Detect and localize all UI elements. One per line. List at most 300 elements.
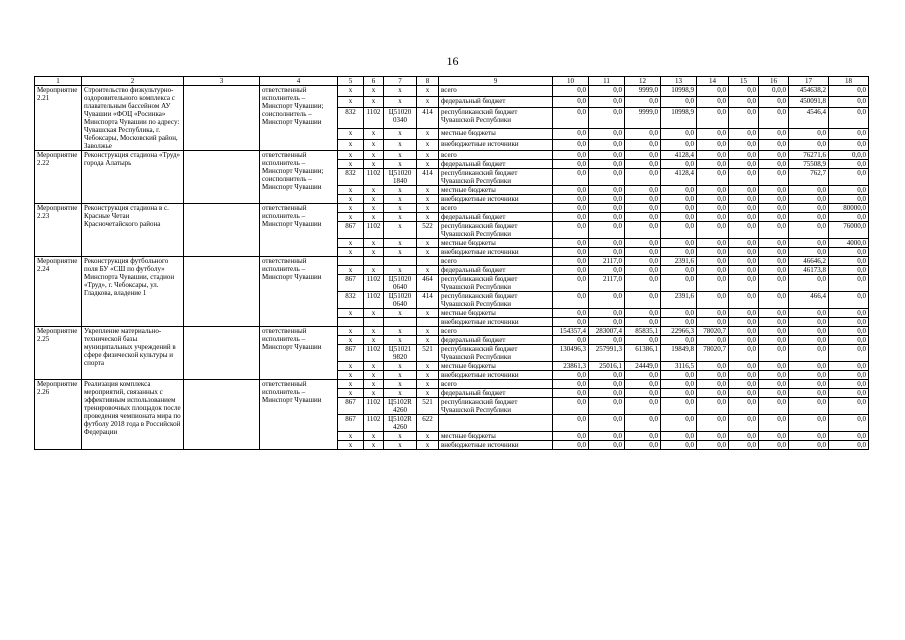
amount-cell: 0,0: [661, 204, 697, 213]
amount-cell: 0,0: [553, 169, 589, 186]
amount-cell: 0,0: [759, 371, 789, 380]
funding-source: всего: [439, 204, 553, 213]
table-row: [35, 204, 869, 213]
amount-cell: 0,0: [697, 86, 729, 97]
code-c6: x: [364, 336, 384, 345]
amount-cell: 0,0: [729, 318, 759, 327]
amount-cell: 0,0: [625, 371, 661, 380]
code-c8: x: [417, 336, 439, 345]
executor: ответственный исполнитель – Минспорт Чувашии: [260, 327, 338, 380]
code-c6: x: [364, 380, 384, 389]
event-name: Реконструкция стадиона в с. Красные Четаи Красночетайского района: [82, 204, 184, 257]
column-number: 11: [589, 77, 625, 86]
amount-cell: 0,0: [661, 239, 697, 248]
amount-cell: 0,0: [625, 432, 661, 441]
amount-cell: 0,0: [625, 275, 661, 292]
amount-cell: 0,0: [589, 266, 625, 275]
code-c5: x: [338, 371, 364, 380]
amount-cell: 0,0: [589, 195, 625, 204]
amount-cell: 0,0: [697, 275, 729, 292]
code-c5: 832: [338, 169, 364, 186]
amount-cell: 4128,4: [661, 169, 697, 186]
funding-source: всего: [439, 380, 553, 389]
code-c8: x: [417, 309, 439, 318]
amount-cell: 78020,7: [697, 327, 729, 336]
code-c6: 1102: [364, 108, 384, 129]
code-c7: Ц5102R 4260: [384, 415, 417, 432]
amount-cell: 0,0: [553, 128, 589, 139]
code-c6: x: [364, 139, 384, 150]
code-c6: 1102: [364, 345, 384, 362]
amount-cell: 0,0: [589, 128, 625, 139]
amount-cell: 0,0: [661, 160, 697, 169]
column-number: 6: [364, 77, 384, 86]
code-c7: Ц51020 1840: [384, 169, 417, 186]
amount-cell: 0,0: [625, 318, 661, 327]
code-c7: x: [384, 266, 417, 275]
amount-cell: 0,0: [697, 415, 729, 432]
code-c5: 867: [338, 345, 364, 362]
code-c7: Ц51020 0640: [384, 275, 417, 292]
amount-cell: 0,0: [789, 432, 829, 441]
event-name: Реконструкция футбольного поля БУ «СШ по футболу» Минспорта Чувашии, стадион «Труд», г. Чебоксары, ул. Гладкова, владение 1: [82, 257, 184, 327]
code-c7: x: [384, 389, 417, 398]
amount-cell: 0,0: [697, 292, 729, 309]
amount-cell: 0,0: [697, 222, 729, 239]
amount-cell: 0,0: [789, 139, 829, 150]
amount-cell: 0,0: [697, 128, 729, 139]
amount-cell: 0,0: [729, 151, 759, 160]
amount-cell: 0,0: [589, 86, 625, 97]
amount-cell: 0,0: [553, 389, 589, 398]
amount-cell: 0,0: [697, 108, 729, 129]
amount-cell: 0,0: [553, 97, 589, 108]
amount-cell: 0,0: [589, 204, 625, 213]
code-c6: x: [364, 86, 384, 97]
amount-cell: 0,0: [661, 128, 697, 139]
code-c6: 1102: [364, 222, 384, 239]
code-c5: 867: [338, 398, 364, 415]
amount-cell: 0,0: [789, 309, 829, 318]
code-c7: x: [384, 186, 417, 195]
amount-cell: 0,0: [553, 248, 589, 257]
amount-cell: 0,0: [829, 380, 869, 389]
code-c5: x: [338, 389, 364, 398]
code-c8: x: [417, 213, 439, 222]
amount-cell: 0,0: [789, 362, 829, 371]
code-c5: x: [338, 151, 364, 160]
amount-cell: 76271,6: [789, 151, 829, 160]
amount-cell: 0,0: [829, 266, 869, 275]
budget-table: [34, 76, 869, 450]
executor: ответственный исполнитель – Минспорт Чувашии; соисполнитель – Минспорт Чувашии: [260, 151, 338, 204]
funding-source: федеральный бюджет: [439, 160, 553, 169]
code-c7: x: [384, 371, 417, 380]
code-c6: 1102: [364, 398, 384, 415]
code-c5: [338, 318, 364, 327]
funding-source: всего: [439, 86, 553, 97]
amount-cell: 61386,1: [625, 345, 661, 362]
amount-cell: 0,0: [759, 432, 789, 441]
amount-cell: 0,0: [553, 239, 589, 248]
amount-cell: 0,0: [553, 195, 589, 204]
amount-cell: 0,0: [661, 222, 697, 239]
amount-cell: 0,0: [589, 169, 625, 186]
amount-cell: 0,0: [625, 248, 661, 257]
amount-cell: 0,0: [789, 336, 829, 345]
amount-cell: 0,0: [759, 195, 789, 204]
amount-cell: 0,0: [661, 336, 697, 345]
amount-cell: 0,0: [789, 239, 829, 248]
code-c8: x: [417, 239, 439, 248]
event-name: Реализация комплекса мероприятий, связанных с эффективным использованием тренировочных площадок после проведения чемпионата мира по футболу 2018 года в Российской Федерации: [82, 380, 184, 450]
funding-source: всего: [439, 257, 553, 266]
amount-cell: 0,0: [729, 345, 759, 362]
event-id: Мероприятие 2.22: [35, 151, 82, 204]
amount-cell: 0,0: [697, 398, 729, 415]
empty-cell: [184, 204, 260, 257]
amount-cell: 0,0: [729, 398, 759, 415]
code-c8: 464: [417, 275, 439, 292]
amount-cell: 283007,4: [589, 327, 625, 336]
amount-cell: 0,0: [789, 204, 829, 213]
amount-cell: 154357,4: [553, 327, 589, 336]
amount-cell: 0,0: [729, 371, 759, 380]
amount-cell: 9999,0: [625, 108, 661, 129]
amount-cell: 0,0: [759, 415, 789, 432]
code-c8: 521: [417, 398, 439, 415]
amount-cell: 0,0: [829, 309, 869, 318]
amount-cell: 0,0: [661, 309, 697, 318]
column-number: 4: [260, 77, 338, 86]
amount-cell: 0,0: [625, 128, 661, 139]
amount-cell: 0,0: [661, 432, 697, 441]
funding-source: внебюджетные источники: [439, 318, 553, 327]
column-number: 3: [184, 77, 260, 86]
amount-cell: 0,0: [729, 362, 759, 371]
funding-source: местные бюджеты: [439, 309, 553, 318]
amount-cell: 0,0: [553, 139, 589, 150]
code-c5: x: [338, 362, 364, 371]
funding-source: федеральный бюджет: [439, 97, 553, 108]
column-number: 8: [417, 77, 439, 86]
code-c7: x: [384, 380, 417, 389]
code-c8: x: [417, 389, 439, 398]
code-c8: x: [417, 195, 439, 204]
code-c7: x: [384, 239, 417, 248]
code-c7: x: [384, 309, 417, 318]
code-c7: x: [384, 432, 417, 441]
amount-cell: 0,0: [625, 204, 661, 213]
code-c8: x: [417, 128, 439, 139]
code-c8: x: [417, 97, 439, 108]
amount-cell: 0,0: [553, 398, 589, 415]
amount-cell: 0,0: [697, 380, 729, 389]
code-c8: x: [417, 86, 439, 97]
amount-cell: 0,0: [829, 195, 869, 204]
amount-cell: 0,0: [759, 186, 789, 195]
funding-source: внебюджетные источники: [439, 248, 553, 257]
code-c5: x: [338, 213, 364, 222]
amount-cell: 0,0: [729, 336, 759, 345]
event-name: Реконструкция стадиона «Труд» города Алатырь: [82, 151, 184, 204]
amount-cell: 0,0: [625, 151, 661, 160]
amount-cell: 0,0: [589, 318, 625, 327]
amount-cell: 76000,0: [829, 222, 869, 239]
code-c7: x: [384, 97, 417, 108]
amount-cell: 19849,8: [661, 345, 697, 362]
code-c7: x: [384, 139, 417, 150]
amount-cell: 0,0: [729, 389, 759, 398]
amount-cell: 0,0: [829, 362, 869, 371]
amount-cell: 0,0: [759, 398, 789, 415]
amount-cell: 454638,2: [789, 86, 829, 97]
code-c5: 867: [338, 222, 364, 239]
funding-source: республиканский бюджет Чувашской Республики: [439, 169, 553, 186]
amount-cell: 25016,1: [589, 362, 625, 371]
amount-cell: 0,0: [729, 213, 759, 222]
funding-source: местные бюджеты: [439, 362, 553, 371]
amount-cell: 0,0: [729, 432, 759, 441]
funding-source: федеральный бюджет: [439, 389, 553, 398]
table-row: [35, 86, 869, 97]
amount-cell: 0,0: [729, 292, 759, 309]
funding-source: республиканский бюджет Чувашской Республики: [439, 292, 553, 309]
amount-cell: 0,0: [625, 139, 661, 150]
amount-cell: 0,0: [589, 160, 625, 169]
amount-cell: 4546,4: [789, 108, 829, 129]
amount-cell: 0,0: [589, 292, 625, 309]
code-c7: [384, 257, 417, 266]
amount-cell: 0,0: [759, 160, 789, 169]
amount-cell: 0,0: [789, 441, 829, 450]
amount-cell: 0,0: [789, 345, 829, 362]
code-c6: x: [364, 128, 384, 139]
amount-cell: 0,0: [661, 415, 697, 432]
amount-cell: 0,0: [829, 86, 869, 97]
amount-cell: 0,0: [697, 266, 729, 275]
amount-cell: 10998,9: [661, 108, 697, 129]
amount-cell: 0,0: [553, 266, 589, 275]
code-c6: x: [364, 309, 384, 318]
amount-cell: 0,0: [589, 108, 625, 129]
code-c5: x: [338, 336, 364, 345]
amount-cell: 0,0: [553, 108, 589, 129]
amount-cell: 0,0: [697, 432, 729, 441]
column-number: 12: [625, 77, 661, 86]
amount-cell: 0,0,0: [759, 86, 789, 97]
amount-cell: 0,0: [625, 213, 661, 222]
amount-cell: 80000,0: [829, 204, 869, 213]
funding-source: местные бюджеты: [439, 128, 553, 139]
event-id: Мероприятие 2.25: [35, 327, 82, 380]
amount-cell: 0,0: [789, 389, 829, 398]
amount-cell: 0,0: [789, 195, 829, 204]
amount-cell: 0,0: [759, 380, 789, 389]
code-c8: x: [417, 380, 439, 389]
code-c5: x: [338, 327, 364, 336]
code-c8: x: [417, 432, 439, 441]
code-c6: 1102: [364, 275, 384, 292]
amount-cell: 0,0: [789, 275, 829, 292]
amount-cell: 0,0: [553, 309, 589, 318]
code-c5: x: [338, 380, 364, 389]
table-row: [35, 257, 869, 266]
column-number: 1: [35, 77, 82, 86]
amount-cell: 450091,8: [789, 97, 829, 108]
amount-cell: 0,0: [829, 139, 869, 150]
code-c6: x: [364, 204, 384, 213]
code-c6: 1102: [364, 415, 384, 432]
code-c8: 522: [417, 222, 439, 239]
amount-cell: 0,0: [697, 257, 729, 266]
funding-source: внебюджетные источники: [439, 139, 553, 150]
amount-cell: 0,0: [789, 415, 829, 432]
code-c5: x: [338, 204, 364, 213]
code-c7: x: [384, 213, 417, 222]
funding-source: республиканский бюджет Чувашской Республики: [439, 345, 553, 362]
amount-cell: 0,0: [661, 398, 697, 415]
amount-cell: 0,0: [589, 398, 625, 415]
funding-source: внебюджетные источники: [439, 441, 553, 450]
amount-cell: 0,0: [829, 248, 869, 257]
amount-cell: 0,0: [589, 222, 625, 239]
funding-source: всего: [439, 327, 553, 336]
amount-cell: 0,0: [759, 97, 789, 108]
amount-cell: 0,0: [759, 169, 789, 186]
amount-cell: 0,0: [759, 309, 789, 318]
code-c8: 622: [417, 415, 439, 432]
amount-cell: 0,0: [697, 441, 729, 450]
amount-cell: 10998,9: [661, 86, 697, 97]
code-c5: 832: [338, 292, 364, 309]
amount-cell: 0,0: [661, 318, 697, 327]
amount-cell: 0,0: [589, 336, 625, 345]
amount-cell: 0,0: [661, 195, 697, 204]
amount-cell: 78020,7: [697, 345, 729, 362]
amount-cell: 0,0: [759, 345, 789, 362]
amount-cell: 0,0: [729, 309, 759, 318]
amount-cell: 0,0: [759, 362, 789, 371]
amount-cell: 0,0: [697, 169, 729, 186]
amount-cell: 0,0,0: [829, 151, 869, 160]
amount-cell: 0,0: [829, 186, 869, 195]
amount-cell: 0,0: [625, 441, 661, 450]
amount-cell: 0,0: [661, 213, 697, 222]
amount-cell: 0,0: [759, 441, 789, 450]
funding-source: внебюджетные источники: [439, 195, 553, 204]
code-c6: x: [364, 186, 384, 195]
funding-source: федеральный бюджет: [439, 266, 553, 275]
code-c6: x: [364, 371, 384, 380]
executor: ответственный исполнитель – Минспорт Чувашии: [260, 380, 338, 450]
amount-cell: 0,0: [589, 151, 625, 160]
amount-cell: 0,0: [589, 97, 625, 108]
amount-cell: 0,0: [553, 371, 589, 380]
amount-cell: 0,0: [759, 327, 789, 336]
funding-source: республиканский бюджет Чувашской Республики: [439, 398, 553, 415]
amount-cell: 0,0: [759, 128, 789, 139]
code-c8: x: [417, 139, 439, 150]
amount-cell: 0,0: [789, 248, 829, 257]
amount-cell: 0,0: [553, 204, 589, 213]
amount-cell: 0,0: [729, 248, 759, 257]
amount-cell: 46646,2: [789, 257, 829, 266]
amount-cell: 0,0: [553, 336, 589, 345]
empty-cell: [184, 151, 260, 204]
amount-cell: 0,0: [625, 239, 661, 248]
code-c6: x: [364, 195, 384, 204]
amount-cell: 0,0: [759, 151, 789, 160]
code-c6: x: [364, 97, 384, 108]
amount-cell: 0,0: [625, 309, 661, 318]
empty-cell: [184, 380, 260, 450]
amount-cell: 0,0: [697, 239, 729, 248]
funding-source: [439, 415, 553, 432]
amount-cell: 0,0: [589, 213, 625, 222]
amount-cell: 0,0: [661, 266, 697, 275]
funding-source: местные бюджеты: [439, 186, 553, 195]
amount-cell: 0,0: [789, 222, 829, 239]
amount-cell: 9999,0: [625, 86, 661, 97]
amount-cell: 0,0: [829, 345, 869, 362]
amount-cell: 0,0: [553, 415, 589, 432]
amount-cell: 0,0: [829, 371, 869, 380]
column-number: 15: [729, 77, 759, 86]
code-c5: x: [338, 309, 364, 318]
amount-cell: 0,0: [625, 398, 661, 415]
amount-cell: 0,0: [729, 169, 759, 186]
column-number: 16: [759, 77, 789, 86]
amount-cell: 0,0: [729, 275, 759, 292]
amount-cell: 0,0: [697, 195, 729, 204]
amount-cell: 257991,3: [589, 345, 625, 362]
amount-cell: 762,7: [789, 169, 829, 186]
amount-cell: 0,0: [729, 380, 759, 389]
amount-cell: 0,0: [729, 128, 759, 139]
code-c5: x: [338, 248, 364, 257]
amount-cell: 0,0: [589, 380, 625, 389]
amount-cell: 2117,0: [589, 257, 625, 266]
executor: ответственный исполнитель – Минспорт Чувашии; соисполнитель – Минспорт Чувашии: [260, 86, 338, 151]
amount-cell: 0,0: [553, 86, 589, 97]
amount-cell: 0,0: [697, 318, 729, 327]
column-number: 14: [697, 77, 729, 86]
code-c5: x: [338, 266, 364, 275]
code-c6: x: [364, 248, 384, 257]
amount-cell: 0,0: [553, 222, 589, 239]
amount-cell: 0,0: [661, 380, 697, 389]
amount-cell: 0,0: [589, 415, 625, 432]
amount-cell: 0,0: [759, 248, 789, 257]
code-c6: 1102: [364, 292, 384, 309]
code-c7: x: [384, 222, 417, 239]
amount-cell: 0,0: [829, 213, 869, 222]
amount-cell: 0,0: [589, 371, 625, 380]
amount-cell: 0,0: [729, 415, 759, 432]
amount-cell: 0,0: [729, 86, 759, 97]
amount-cell: 0,0: [789, 128, 829, 139]
amount-cell: 0,0: [589, 432, 625, 441]
amount-cell: 0,0: [759, 336, 789, 345]
amount-cell: 0,0: [697, 362, 729, 371]
amount-cell: 0,0: [729, 186, 759, 195]
code-c5: x: [338, 128, 364, 139]
table-row: [35, 380, 869, 389]
code-c5: x: [338, 97, 364, 108]
code-c5: x: [338, 239, 364, 248]
code-c6: x: [364, 160, 384, 169]
